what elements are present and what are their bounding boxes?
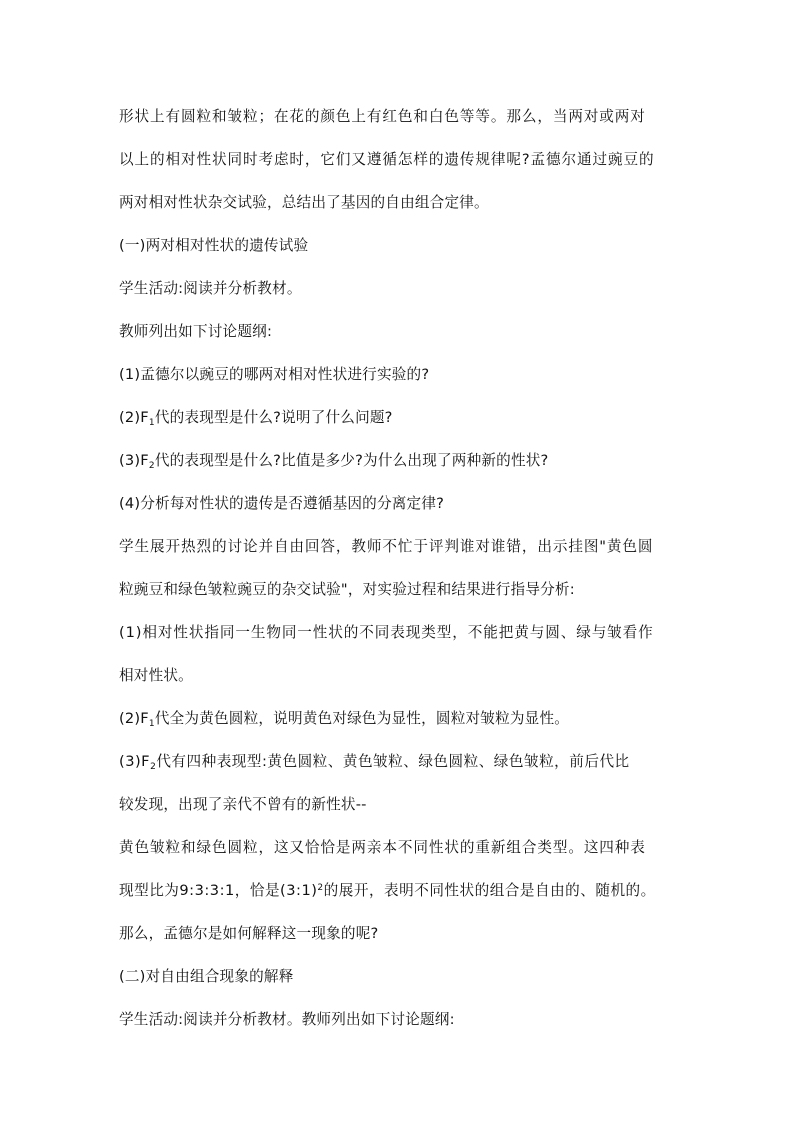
analysis-item: 黄色皱粒和绿色圆粒，这又恰恰是两亲本不同性状的重新组合类型。这四种表 xyxy=(119,839,646,856)
question-item: (4)分析每对性状的遗传是否遵循基因的分离定律? xyxy=(119,495,445,512)
paragraph-line: 形状上有圆粒和皱粒；在花的颜色上有红色和白色等等。那么，当两对或两对 xyxy=(119,108,646,125)
analysis-item: 相对性状。 xyxy=(119,667,193,684)
analysis-item: 现型比为9:3:3:1，恰是(3:1)$^2$的展开，表明不同性状的组合是自由的、随机的。 xyxy=(119,882,656,899)
question-item: $(3)F_2$代的表现型是什么?比值是多少?为什么出现了两种新的性状? xyxy=(119,452,549,471)
section-heading: (二)对自由组合现象的解释 xyxy=(119,968,294,985)
analysis-item: (1)相对性状指同一生物同一性状的不同表现类型，不能把黄与圆、绿与皱看作 xyxy=(119,624,654,641)
paragraph-line: 两对相对性状杂交试验，总结出了基因的自由组合定律。 xyxy=(119,194,489,211)
paragraph-line: 学生活动:阅读并分析教材。 xyxy=(119,280,302,297)
paragraph-line: 粒豌豆和绿色皱粒豌豆的杂交试验"，对实验过程和结果进行指导分析: xyxy=(119,581,575,598)
analysis-item: 较发现，出现了亲代不曾有的新性状-- xyxy=(119,796,367,813)
paragraph-line: 学生展开热烈的讨论并自由回答，教师不忙于评判谁对谁错，出示挂图"黄色圆 xyxy=(119,538,654,555)
paragraph-line: 教师列出如下讨论题纲: xyxy=(119,323,273,340)
paragraph-line: 学生活动:阅读并分析教材。教师列出如下讨论题纲: xyxy=(119,1011,455,1028)
question-item: (1)孟德尔以豌豆的哪两对相对性状进行实验的? xyxy=(119,366,430,383)
analysis-item: $(2)F_1$代全为黄色圆粒，说明黄色对绿色为显性，圆粒对皱粒为显性。 xyxy=(119,710,570,729)
paragraph-line: 以上的相对性状同时考虑时，它们又遵循怎样的遗传规律呢?孟德尔通过豌豆的 xyxy=(119,151,655,168)
section-heading: (一)两对相对性状的遗传试验 xyxy=(119,237,309,254)
paragraph-line: 那么，孟德尔是如何解释这一现象的呢? xyxy=(119,925,379,942)
question-item: $(2)F_1$代的表现型是什么?说明了什么问题? xyxy=(119,409,393,428)
analysis-item: $(3)F_2$代有四种表现型:黄色圆粒、黄色皱粒、绿色圆粒、绿色皱粒，前后代比 xyxy=(119,753,630,772)
